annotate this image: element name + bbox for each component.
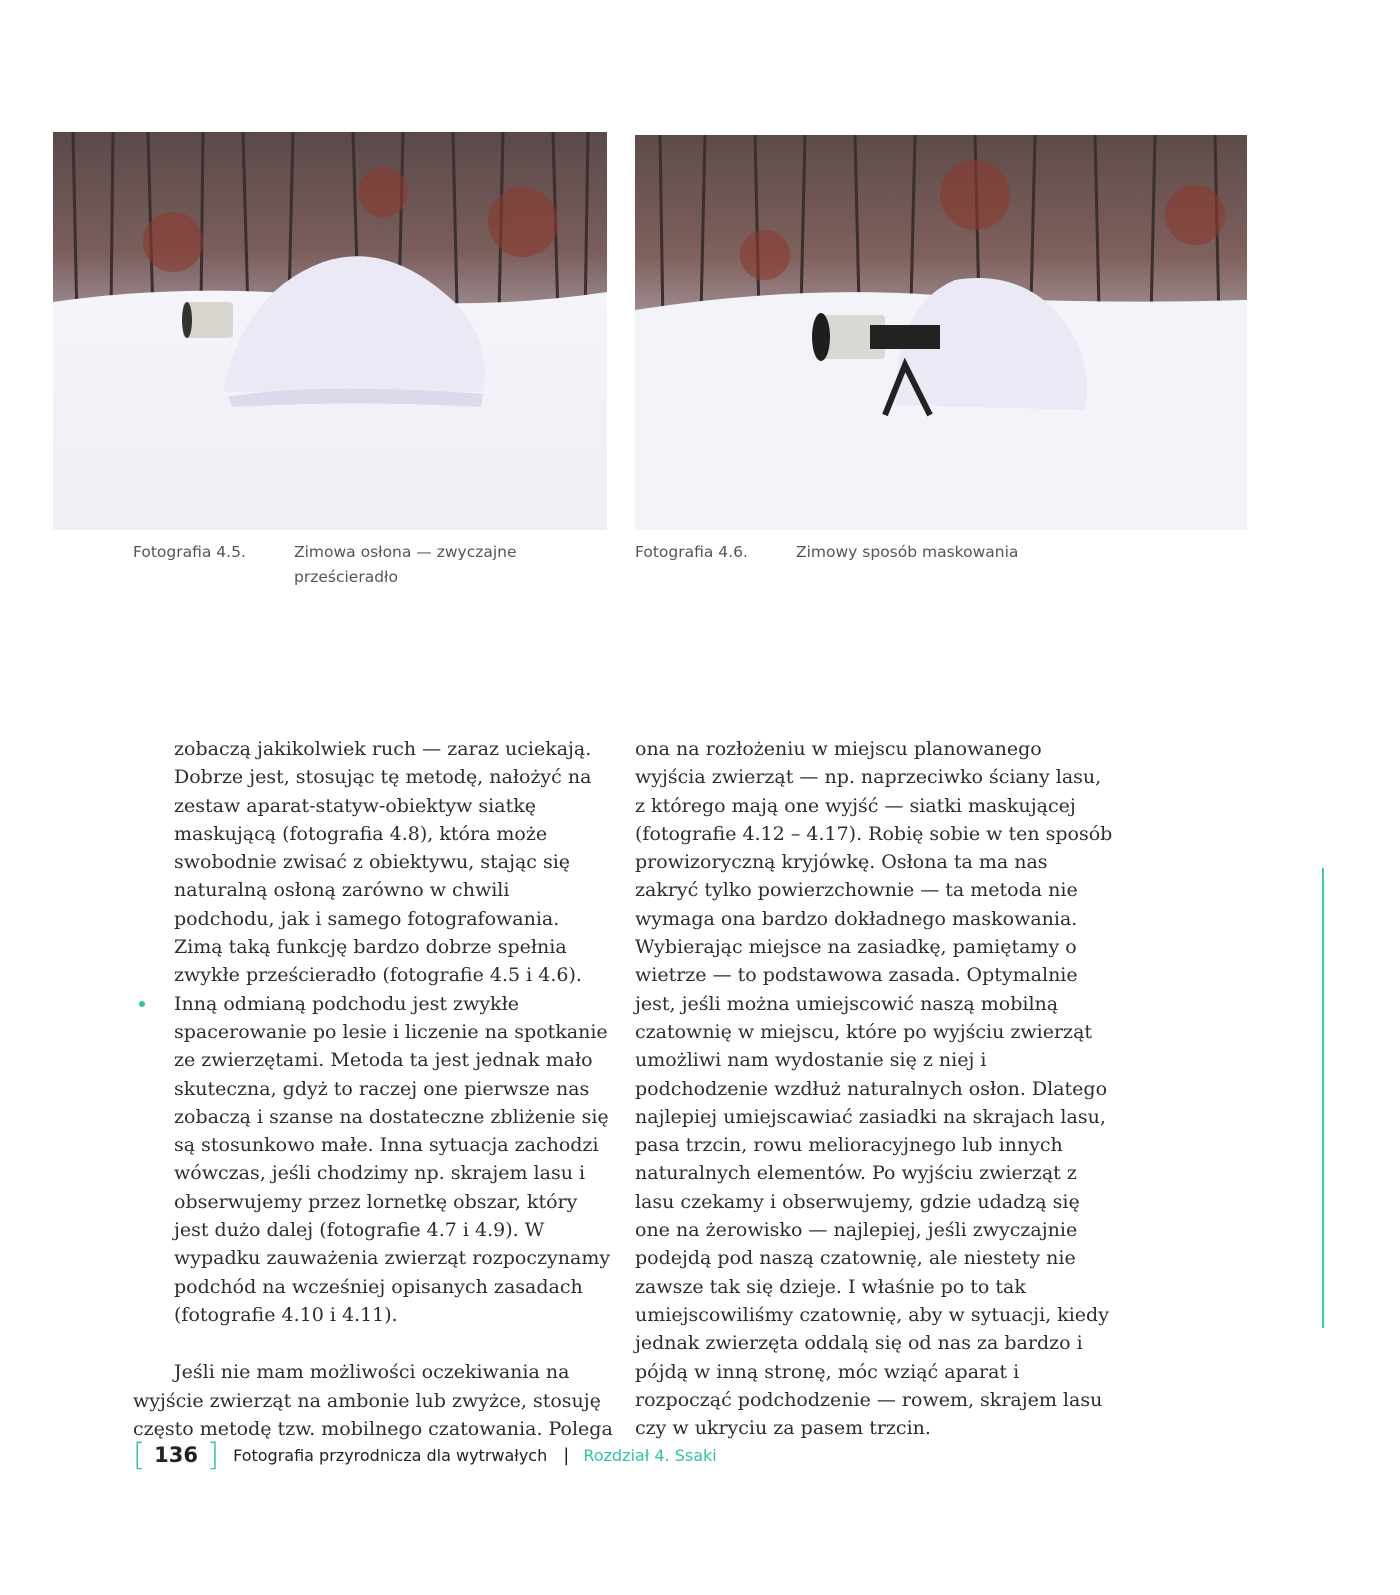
text-column-left — [133, 735, 613, 1443]
page-footer — [133, 1437, 717, 1473]
chapter-title: Rozdział 4. Ssaki — [583, 1445, 717, 1465]
figure-number: Fotografia 4.5. — [133, 543, 246, 561]
bracket-open: [ — [133, 1437, 146, 1473]
figure-caption-text: Zimowa osłona — zwyczajne prześcieradło — [294, 543, 517, 586]
paragraph: Jeśli nie mam możliwości oczekiwania na wyjście zwierząt na ambonie lub zwyżce, stosuję często metodę tzw. mobilnego czatowania. Polega — [133, 1361, 613, 1440]
text-column-right — [635, 735, 1115, 1442]
margin-accent-line — [1322, 868, 1324, 1328]
bullet-icon — [139, 1001, 145, 1007]
paragraph: ona na rozłożeniu w miejscu planowanego wyjścia zwierząt — np. naprzeciwko ściany lasu, z którego mają one wyjść — siatki maskującej (fotografie 4.12 – 4.17). Robię sobie w ten sposób prowizoryczną kryjówkę. Osłona ta ma nas zakryć tylko powierzchownie — ta metoda nie wymaga ona bardzo dokładnego maskowania. Wybierając miejsce na zasiadkę, pamiętamy o wietrze — to podstawowa zasada. Optymalnie jest, jeśli można umiejscowić naszą mobilną czatownię w miejscu, które po wyjściu zwierząt umożliwi nam wydostanie się z niej i podchodzenie wzdłuż naturalnych osłon. Dlatego najlepiej umiejscawiać zasiadki na skrajach lasu, pasa trzcin, rowu melioracyjnego lub innych naturalnych elementów. Po wyjściu zwierząt z lasu czekamy i obserwujemy, gdzie udadzą się one na żerowisko — najlepiej, jeśli zwyczajnie podejdą pod naszą czatownię, ale niestety nie zawsze tak się dzieje. I właśnie po to tak umiejscowiliśmy czatownię, aby w sytuacji, kiedy jednak zwierzęta oddalą się od nas za bardzo i pójdą w inną stronę, móc wziąć aparat i rozpocząć podchodzenie — rowem, skrajem lasu czy w ukryciu za pasem trzcin. — [635, 738, 1113, 1440]
footer-separator: | — [563, 1444, 570, 1466]
figure-number: Fotografia 4.6. — [635, 543, 748, 561]
paragraph: zobaczą jakikolwiek ruch — zaraz uciekają. Dobrze jest, stosując tę metodę, nałożyć na zestaw aparat-statyw-obiektyw siatkę maskującą (fotografia 4.8), która może swobodnie zwisać z obiektywu, stając się naturalną osłoną zarówno w chwili podchodu, jak i samego fotografowania. Zimą taką funkcję bardzo dobrze spełnia zwykłe prześcieradło (fotografie 4.5 i 4.6). — [174, 738, 592, 987]
page-number: 136 — [154, 1443, 198, 1467]
book-title: Fotografia przyrodnicza dla wytrwałych — [233, 1445, 548, 1465]
photo-4-5 — [53, 132, 607, 530]
figure-caption-text: Zimowy sposób maskowania — [796, 543, 1019, 561]
paragraph: Inną odmianą podchodu jest zwykłe spacerowanie po lesie i liczenie na spotkanie ze zwierzętami. Metoda ta jest jednak mało skuteczna, gdyż to raczej one pierwsze nas zobaczą i szanse na dostateczne zbliżenie się są stosunkowo małe. Inna sytuacja zachodzi wówczas, jeśli chodzimy np. skrajem lasu i obserwujemy przez lornetkę obszar, który jest dużo dalej (fotografie 4.7 i 4.9). W wypadku zauważenia zwierząt rozpoczynamy podchód na wcześniej opisanych zasadach (fotografie 4.10 i 4.11). — [174, 992, 611, 1326]
bullet-item — [133, 990, 613, 1330]
bracket-close: ] — [206, 1437, 220, 1473]
photo-4-6 — [635, 135, 1247, 530]
